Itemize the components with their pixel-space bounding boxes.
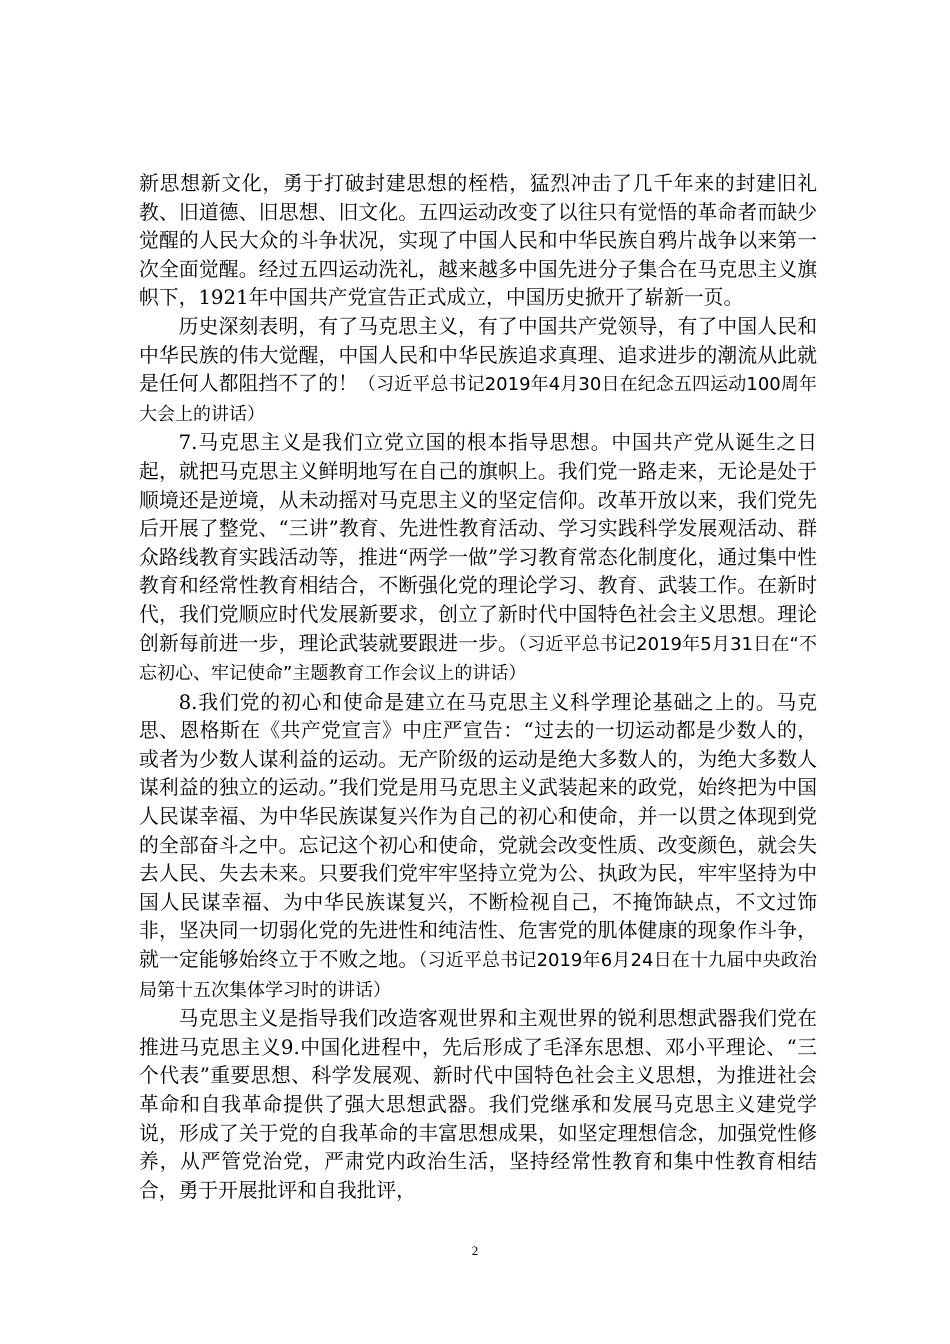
paragraph-2-citation: （习近平总书记2019年4月30日在纪念五四运动100周年大会上的讲话） (139, 374, 817, 425)
paragraph-4-text: 8.我们党的初心和使命是建立在马克思主义科学理论基础之上的。马克思、恩格斯在《共产党宣言》中庄严宣告：“过去的一切运动都是少数人的，或者为少数人谋利益的运动。无产阶级的运动是绝大多数人的，为绝大多数人谋利益的独立的运动。”我们党是用马克思主义武装起来的政党，始终把为中国人民谋幸福、为中华民族谋复兴作为自己的初心和使命，并一以贯之体现到党的全部奋斗之中。忘记这个初心和使命，党就会改变性质、改变颜色，就会失去人民、失去未来。只要我们党牢牢坚持立党为公、执政为民，牢牢坚持为中国人民谋幸福、为中华民族谋复兴，不断检视自己，不掩饰缺点，不文过饰非，坚决同一切弱化党的先进性和纯洁性、危害党的肌体健康的现象作斗争，就一定能够始终立于不败之地。 (139, 690, 817, 972)
paragraph-3-text: 7.马克思主义是我们立党立国的根本指导思想。中国共产党从诞生之日起，就把马克思主义鲜明地写在自己的旗帜上。我们党一路走来，无论是处于顺境还是逆境，从未动摇对马克思主义的坚定信仰。改革开放以来，我们党先后开展了整党、“三讲”教育、先进性教育活动、学习实践科学发展观活动、群众路线教育实践活动等，推进“两学一做”学习教育常态化制度化，通过集中性教育和经常性教育相结合，不断强化党的理论学习、教育、武装工作。在新时代，我们党顺应时代发展新要求，创立了新时代中国特色社会主义思想。理论创新每前进一步，理论武装就要跟进一步。 (139, 431, 817, 655)
paragraph-4-citation: （习近平总书记2019年6月24日在十九届中央政治局第十五次集体学习时的讲话） (139, 950, 817, 1001)
paragraph-1-text: 新思想新文化，勇于打破封建思想的桎梏，猛烈冲击了几千年来的封建旧礼教、旧道德、旧思想、旧文化。五四运动改变了以往只有觉悟的革命者而缺少觉醒的人民大众的斗争状况，实现了中国人民和中华民族自鸦片战争以来第一次全面觉醒。经过五四运动洗礼，越来越多中国先进分子集合在马克思主义旗帜下，1921年中国共产党宣告正式成立，中国历史掀开了崭新一页。 (139, 172, 817, 310)
paragraph-5 (139, 1005, 817, 1205)
paragraph-5-text: 马克思主义是指导我们改造客观世界和主观世界的锐利思想武器我们党在推进马克思主义9.中国化进程中，先后形成了毛泽东思想、邓小平理论、“三个代表”重要思想、科学发展观、新时代中国特色社会主义思想，为推进社会革命和自我革命提供了强大思想武器。我们党继承和发展马克思主义建党学说，形成了关于党的自我革命的丰富思想成果，如坚定理想信念，加强党性修养，从严管党治党，严肃党内政治生活，坚持经常性教育和集中性教育相结合，勇于开展批评和自我批评， (139, 1007, 817, 1202)
paragraph-4 (139, 689, 817, 1006)
paragraph-3 (139, 429, 817, 688)
document-body (139, 170, 817, 1205)
paragraph-3-citation: （习近平总书记2019年5月31日在“不忘初心、牢记使命”主题教育工作会议上的讲话） (139, 633, 817, 685)
paragraph-2 (139, 313, 817, 429)
page-number: 2 (471, 1243, 479, 1258)
paragraph-2-text: 历史深刻表明，有了马克思主义，有了中国共产党领导，有了中国人民和中华民族的伟大觉醒，中国人民和中华民族追求真理、追求进步的潮流从此就是任何人都阻挡不了的！ (139, 314, 817, 396)
paragraph-1 (139, 170, 817, 313)
